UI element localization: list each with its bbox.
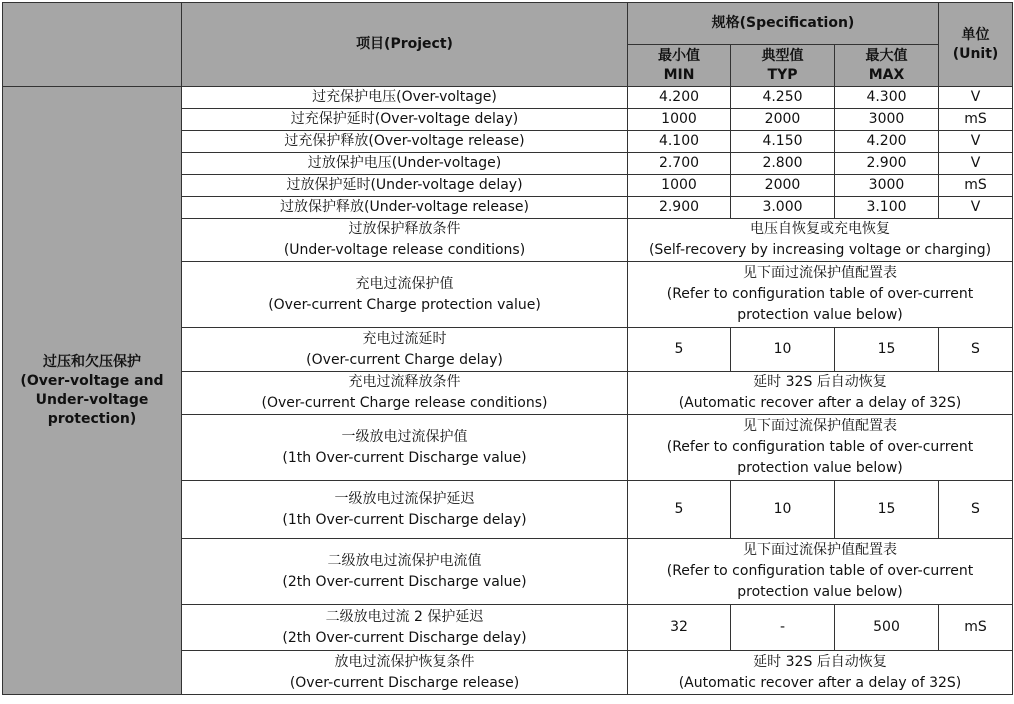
min-cell: 32 — [628, 605, 731, 651]
min-cell: 1000 — [628, 109, 731, 131]
spec-en: (Automatic recover after a delay of 32S) — [678, 395, 962, 411]
section-label-cell — [3, 87, 182, 695]
typ-column-header — [731, 45, 835, 87]
project-cell — [182, 328, 628, 372]
min-cell: 4.100 — [628, 131, 731, 153]
unit-cell: V — [939, 87, 1013, 109]
project-cn: 充电过流释放条件 — [348, 374, 461, 390]
typ-cell: 2000 — [731, 109, 835, 131]
max-cell: 2.900 — [835, 153, 939, 175]
unit-cell: V — [939, 131, 1013, 153]
max-cell: 4.300 — [835, 87, 939, 109]
max-cell: 3000 — [835, 109, 939, 131]
project-en: (2th Over-current Discharge value) — [282, 573, 527, 590]
max-column-header — [835, 45, 939, 87]
typ-cell: 4.150 — [731, 131, 835, 153]
unit-cell: mS — [939, 605, 1013, 651]
spec-cn: 见下面过流保护值配置表 — [743, 418, 897, 434]
section-label-en-3: protection) — [47, 410, 137, 427]
max-header-en: MAX — [868, 66, 905, 83]
unit-cell: V — [939, 197, 1013, 219]
project-cell: 过充保护释放(Over-voltage release) — [182, 131, 628, 153]
project-en: (1th Over-current Discharge value) — [282, 449, 527, 466]
typ-cell: 3.000 — [731, 197, 835, 219]
project-cell: 过放保护延时(Under-voltage delay) — [182, 175, 628, 197]
spec-merged-cell — [628, 415, 1013, 481]
typ-cell: 10 — [731, 481, 835, 539]
min-header-en: MIN — [663, 66, 695, 83]
min-cell: 1000 — [628, 175, 731, 197]
section-label-cn: 过压和欠压保护 — [43, 353, 141, 370]
min-cell: 5 — [628, 328, 731, 372]
spec-merged-cell — [628, 651, 1013, 695]
spec-column-header: 规格(Specification) — [628, 3, 939, 45]
project-cell — [182, 415, 628, 481]
unit-cell: mS — [939, 175, 1013, 197]
project-cn: 过放保护释放条件 — [348, 221, 461, 237]
project-cn: 一级放电过流保护值 — [341, 428, 468, 445]
project-cn: 充电过流保护值 — [355, 275, 454, 292]
project-cell — [182, 651, 628, 695]
project-cn: 充电过流延时 — [362, 330, 447, 347]
project-cn: 放电过流保护恢复条件 — [334, 653, 475, 670]
spec-en-2: protection value below) — [737, 460, 903, 476]
project-en: (2th Over-current Discharge delay) — [282, 629, 527, 646]
typ-cell: 10 — [731, 328, 835, 372]
spec-en: (Self-recovery by increasing voltage or charging) — [648, 242, 992, 258]
project-cell: 过放保护电压(Under-voltage) — [182, 153, 628, 175]
min-header-cn: 最小值 — [658, 47, 700, 64]
spec-merged-cell — [628, 539, 1013, 605]
project-en: (Over-current Discharge release) — [289, 674, 520, 691]
spec-en: (Refer to configuration table of over-current — [666, 563, 974, 579]
section-label-en-1: (Over-voltage and — [20, 372, 164, 389]
project-en: (Over-current Charge protection value) — [268, 296, 541, 313]
typ-header-en: TYP — [767, 66, 798, 83]
table-row — [3, 87, 1013, 109]
project-cell — [182, 481, 628, 539]
project-cell — [182, 605, 628, 651]
spec-en: (Automatic recover after a delay of 32S) — [678, 674, 962, 691]
max-header-cn: 最大值 — [865, 47, 908, 64]
unit-header-cn: 单位 — [961, 26, 990, 43]
spec-en-2: protection value below) — [737, 307, 903, 323]
min-cell: 2.700 — [628, 153, 731, 175]
unit-header-en: (Unit) — [952, 45, 999, 62]
min-cell: 2.900 — [628, 197, 731, 219]
project-cell: 过充保护电压(Over-voltage) — [182, 87, 628, 109]
max-cell: 500 — [835, 605, 939, 651]
project-cell: 过充保护延时(Over-voltage delay) — [182, 109, 628, 131]
max-cell: 3000 — [835, 175, 939, 197]
unit-cell: V — [939, 153, 1013, 175]
project-en: (1th Over-current Discharge delay) — [282, 511, 527, 528]
unit-column-header — [939, 3, 1013, 87]
project-cell — [182, 262, 628, 328]
spec-cn: 电压自恢复或充电恢复 — [750, 221, 890, 237]
project-cn: 二级放电过流 2 保护延迟 — [325, 608, 484, 625]
spec-cn: 延时 32S 后自动恢复 — [753, 374, 887, 390]
spec-en: (Refer to configuration table of over-current — [666, 439, 974, 455]
project-cn: 二级放电过流保护电流值 — [327, 552, 482, 569]
project-cell — [182, 219, 628, 262]
typ-header-cn: 典型值 — [761, 47, 804, 64]
spec-cn: 见下面过流保护值配置表 — [743, 265, 897, 281]
project-cell: 过放保护释放(Under-voltage release) — [182, 197, 628, 219]
min-cell: 4.200 — [628, 87, 731, 109]
spec-en-2: protection value below) — [737, 584, 903, 600]
unit-cell: S — [939, 481, 1013, 539]
project-en: (Over-current Charge delay) — [306, 351, 503, 368]
project-en: (Under-voltage release conditions) — [283, 242, 526, 258]
spec-merged-cell — [628, 372, 1013, 415]
project-cell — [182, 372, 628, 415]
typ-cell: 2.800 — [731, 153, 835, 175]
section-header-blank — [3, 3, 182, 87]
project-cell — [182, 539, 628, 605]
typ-cell: 2000 — [731, 175, 835, 197]
specification-table — [2, 2, 1013, 695]
max-cell: 4.200 — [835, 131, 939, 153]
section-label-en-2: Under-voltage — [35, 391, 149, 408]
spec-en: (Refer to configuration table of over-current — [666, 286, 974, 302]
typ-cell: - — [731, 605, 835, 651]
unit-cell: S — [939, 328, 1013, 372]
min-column-header — [628, 45, 731, 87]
max-cell: 15 — [835, 481, 939, 539]
project-column-header: 项目(Project) — [182, 3, 628, 87]
spec-merged-cell — [628, 262, 1013, 328]
max-cell: 3.100 — [835, 197, 939, 219]
max-cell: 15 — [835, 328, 939, 372]
unit-cell: mS — [939, 109, 1013, 131]
min-cell: 5 — [628, 481, 731, 539]
spec-cn: 见下面过流保护值配置表 — [743, 542, 897, 558]
typ-cell: 4.250 — [731, 87, 835, 109]
project-en: (Over-current Charge release conditions) — [261, 395, 548, 411]
project-cn: 一级放电过流保护延迟 — [334, 490, 475, 507]
spec-merged-cell — [628, 219, 1013, 262]
spec-cn: 延时 32S 后自动恢复 — [753, 653, 887, 670]
